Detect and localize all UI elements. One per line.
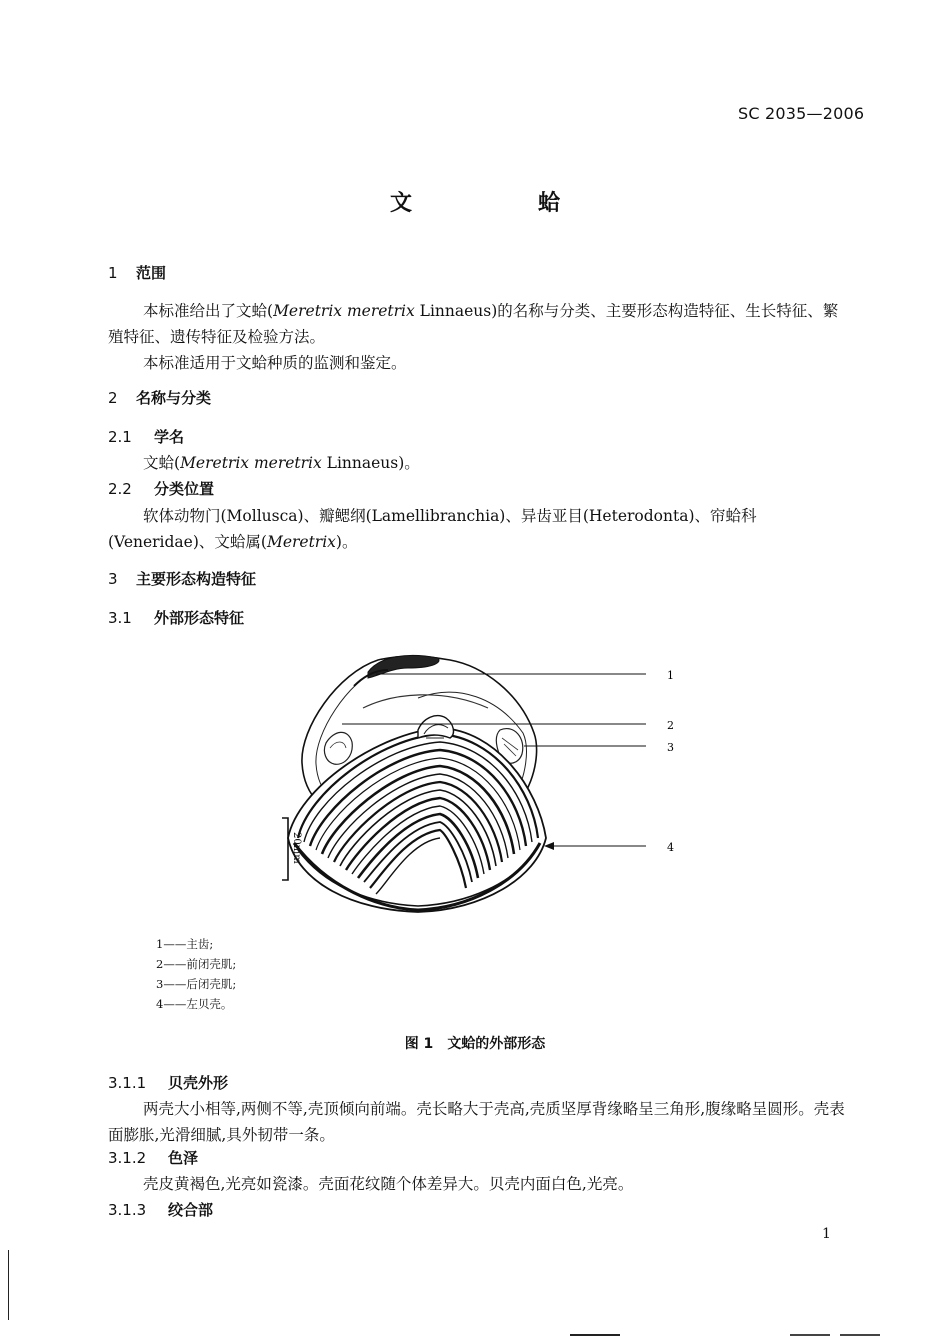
scientific-name: Meretrix meretrix	[180, 454, 322, 472]
section-number: 2.1	[108, 428, 132, 446]
section-number: 2	[108, 389, 118, 407]
text-span: Linnaeus)。	[321, 454, 420, 472]
section-2-2-heading	[108, 478, 214, 499]
section-1-heading	[108, 262, 166, 283]
section-3-1-1-heading	[108, 1072, 228, 1093]
page-title: 文 蛤	[389, 191, 612, 216]
paragraph	[108, 450, 850, 476]
legend-item: 3——后闭壳肌;	[156, 977, 237, 991]
section-2-1-body	[108, 450, 850, 476]
paragraph: 两壳大小相等,两侧不等,壳顶倾向前端。壳长略大于壳高,壳质坚厚背缘略呈三角形,腹缘略呈圆形。壳表面膨胀,光滑细腻,具外韧带一条。	[108, 1100, 845, 1144]
section-3-1-heading	[108, 607, 244, 628]
figure-caption	[0, 1033, 950, 1053]
section-title: 主要形态构造特征	[136, 570, 257, 588]
callout-label-3: 3	[667, 741, 674, 754]
legend-item: 2——前闭壳肌;	[156, 957, 237, 971]
text-span: 本标准给出了文蛤(	[143, 302, 274, 320]
figure-legend	[156, 934, 236, 1014]
paragraph: 本标准适用于文蛤种质的监测和鉴定。	[143, 354, 407, 372]
scan-edge-line	[8, 1250, 9, 1320]
section-title: 色泽	[168, 1149, 199, 1167]
paragraph	[108, 298, 850, 350]
caption-number: 图 1	[404, 1036, 434, 1052]
section-2-1-heading	[108, 426, 184, 447]
text-span: 软体动物门(Mollusca)、瓣鳃纲(Lamellibranchia)、异齿亚目(Heterodonta)、帘蛤科(Veneridae)、文蛤属(	[108, 507, 757, 551]
section-number: 3.1	[108, 609, 132, 627]
clam-illustration	[268, 638, 688, 928]
section-title: 分类位置	[154, 480, 215, 498]
arrowhead	[544, 842, 554, 850]
scientific-name: Meretrix	[266, 533, 336, 551]
section-3-1-1-body	[108, 1096, 850, 1148]
section-3-heading	[108, 568, 256, 589]
section-title: 学名	[154, 428, 185, 446]
section-title: 贝壳外形	[168, 1074, 229, 1092]
section-3-1-2-body	[108, 1171, 850, 1197]
section-number: 3.1.1	[108, 1074, 147, 1092]
section-title: 范围	[136, 264, 167, 282]
page-number: 1	[822, 1226, 831, 1242]
text-span: )。	[335, 533, 358, 551]
section-2-2-body	[108, 503, 850, 555]
section-number: 1	[108, 264, 118, 282]
section-title: 名称与分类	[136, 389, 212, 407]
section-3-1-2-heading	[108, 1147, 198, 1168]
paragraph	[108, 503, 850, 555]
scan-footer-marks	[560, 1334, 890, 1337]
callout-label-2: 2	[667, 719, 674, 732]
legend-item: 1——主齿;	[156, 937, 214, 951]
section-title: 绞合部	[168, 1201, 214, 1219]
clam-figure	[268, 638, 688, 928]
scale-bar	[282, 818, 288, 880]
section-3-1-3-heading	[108, 1199, 213, 1220]
section-title: 外部形态特征	[154, 609, 245, 627]
paragraph: 壳皮黄褐色,光亮如瓷漆。壳面花纹随个体差异大。贝壳内面白色,光亮。	[143, 1175, 634, 1193]
callout-label-4: 4	[667, 841, 674, 854]
section-number: 3.1.3	[108, 1201, 147, 1219]
legend-item: 4——左贝壳。	[156, 997, 233, 1011]
callout-label-1: 1	[667, 669, 674, 682]
text-span: Linnaeus)的名称与分类、主要形态构造特征、生长特征、繁殖特征、遗传特征及检验方法。	[108, 302, 839, 346]
section-2-heading	[108, 387, 211, 408]
section-number: 3	[108, 570, 118, 588]
section-number: 3.1.2	[108, 1149, 147, 1167]
caption-text: 文蛤的外部形态	[447, 1036, 546, 1052]
standard-code: SC 2035—2006	[738, 104, 865, 123]
scientific-name: Meretrix meretrix	[273, 302, 415, 320]
section-1-body	[108, 298, 850, 376]
section-number: 2.2	[108, 480, 132, 498]
scale-label: 20mm	[291, 832, 302, 864]
text-span: 文蛤(	[143, 454, 181, 472]
